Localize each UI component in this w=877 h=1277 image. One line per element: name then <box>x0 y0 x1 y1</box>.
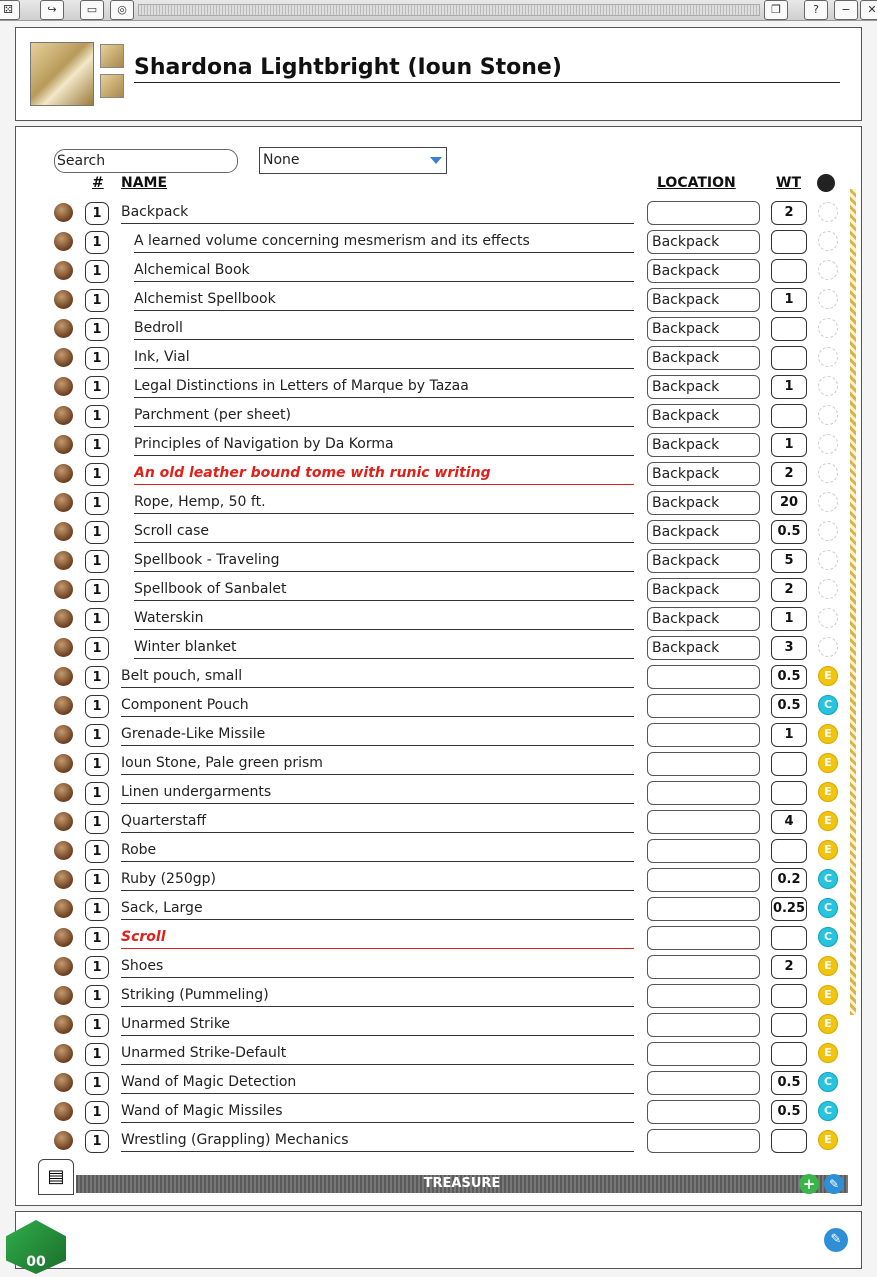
item-name[interactable]: Ruby (250gp) <box>121 868 634 891</box>
carried-state-icon[interactable] <box>818 492 838 512</box>
item-link-icon[interactable] <box>54 261 73 280</box>
item-weight[interactable]: 1 <box>771 433 807 457</box>
window-toolbar <box>0 0 877 21</box>
item-location[interactable]: Backpack <box>647 346 760 370</box>
item-weight[interactable]: 1 <box>771 288 807 312</box>
carried-state-icon[interactable] <box>818 637 838 657</box>
item-quantity[interactable]: 1 <box>85 1072 109 1095</box>
item-name[interactable]: Alchemical Book <box>134 259 634 282</box>
item-quantity[interactable]: 1 <box>85 202 109 225</box>
item-quantity[interactable]: 1 <box>85 695 109 718</box>
item-quantity[interactable]: 1 <box>85 811 109 834</box>
inventory-row <box>16 1069 846 1098</box>
item-weight[interactable]: 20 <box>771 491 807 515</box>
item-location[interactable]: Backpack <box>647 433 760 457</box>
item-quantity[interactable]: 1 <box>85 521 109 544</box>
inventory-row <box>16 518 846 547</box>
inventory-row <box>16 924 846 953</box>
item-quantity[interactable]: 1 <box>85 434 109 457</box>
close-icon[interactable]: ✕ <box>860 0 877 20</box>
item-weight[interactable]: 0.25 <box>771 897 807 921</box>
item-weight[interactable]: 3 <box>771 636 807 660</box>
item-location[interactable]: Backpack <box>647 462 760 486</box>
item-link-icon[interactable] <box>54 1015 73 1034</box>
item-location[interactable]: Backpack <box>647 578 760 602</box>
item-weight[interactable] <box>771 926 807 950</box>
item-location[interactable]: Backpack <box>647 520 760 544</box>
item-weight[interactable]: 2 <box>771 462 807 486</box>
item-location[interactable] <box>647 984 760 1008</box>
item-link-icon[interactable] <box>54 957 73 976</box>
item-location[interactable]: Backpack <box>647 607 760 631</box>
carried-state-icon[interactable] <box>818 231 838 251</box>
item-location[interactable]: Backpack <box>647 375 760 399</box>
item-quantity[interactable]: 1 <box>85 1101 109 1124</box>
inventory-row <box>16 895 846 924</box>
add-item-icon[interactable]: + <box>799 1174 819 1194</box>
item-weight[interactable]: 1 <box>771 723 807 747</box>
item-weight[interactable]: 1 <box>771 375 807 399</box>
item-link-icon[interactable] <box>54 986 73 1005</box>
character-header <box>15 27 862 121</box>
item-name[interactable]: Bedroll <box>134 317 634 340</box>
inventory-row <box>16 1098 846 1127</box>
item-weight[interactable]: 0.2 <box>771 868 807 892</box>
inventory-row <box>16 808 846 837</box>
item-quantity[interactable]: 1 <box>85 260 109 283</box>
item-name[interactable]: Spellbook - Traveling <box>134 549 634 572</box>
carried-state-icon[interactable]: E <box>818 1014 838 1034</box>
item-weight[interactable]: 4 <box>771 810 807 834</box>
item-weight[interactable] <box>771 1042 807 1066</box>
item-location[interactable]: Backpack <box>647 636 760 660</box>
item-name[interactable]: A learned volume concerning mesmerism and its effects <box>134 230 634 253</box>
item-weight[interactable] <box>771 752 807 776</box>
item-quantity[interactable]: 1 <box>85 666 109 689</box>
item-name[interactable]: Alchemist Spellbook <box>134 288 634 311</box>
inventory-row <box>16 489 846 518</box>
inventory-row <box>16 286 846 315</box>
inventory-panel <box>15 126 862 1206</box>
item-location[interactable] <box>647 1042 760 1066</box>
inventory-row <box>16 257 846 286</box>
item-quantity[interactable]: 1 <box>85 753 109 776</box>
carried-state-icon[interactable] <box>818 289 838 309</box>
inventory-row <box>16 199 846 228</box>
inventory-row <box>16 1127 846 1156</box>
inventory-row <box>16 576 846 605</box>
filter-dropdown[interactable] <box>259 147 447 174</box>
item-name[interactable]: Winter blanket <box>134 636 634 659</box>
item-link-icon[interactable] <box>54 783 73 802</box>
inventory-row <box>16 460 846 489</box>
item-weight[interactable]: 1 <box>771 607 807 631</box>
item-quantity[interactable]: 1 <box>85 927 109 950</box>
item-location[interactable] <box>647 839 760 863</box>
inventory-row <box>16 779 846 808</box>
toolbar-drag-strip[interactable] <box>138 4 760 16</box>
item-location[interactable]: Backpack <box>647 404 760 428</box>
edit-icon[interactable]: ✎ <box>824 1228 848 1252</box>
item-link-icon[interactable] <box>54 580 73 599</box>
column-header-location: LOCATION <box>657 175 736 191</box>
item-weight[interactable] <box>771 230 807 254</box>
item-location[interactable] <box>647 955 760 979</box>
inventory-row <box>16 866 846 895</box>
filter-dropdown-value: None <box>263 152 300 168</box>
item-name[interactable]: Striking (Pummeling) <box>121 984 634 1007</box>
item-location[interactable]: Backpack <box>647 317 760 341</box>
carried-state-icon[interactable]: E <box>818 1043 838 1063</box>
item-link-icon[interactable] <box>54 290 73 309</box>
item-link-icon[interactable] <box>54 203 73 222</box>
item-link-icon[interactable] <box>54 406 73 425</box>
item-link-icon[interactable] <box>54 1044 73 1063</box>
item-weight[interactable]: 2 <box>771 955 807 979</box>
item-name[interactable]: Quarterstaff <box>121 810 634 833</box>
item-quantity[interactable]: 1 <box>85 869 109 892</box>
item-name[interactable]: Robe <box>121 839 634 862</box>
inventory-row <box>16 228 846 257</box>
inventory-row <box>16 721 846 750</box>
item-link-icon[interactable] <box>54 377 73 396</box>
inventory-row <box>16 402 846 431</box>
item-location[interactable] <box>647 1100 760 1124</box>
item-link-icon[interactable] <box>54 464 73 483</box>
character-name[interactable]: Shardona Lightbright (Ioun Stone) <box>134 54 840 83</box>
item-location[interactable] <box>647 897 760 921</box>
item-name[interactable]: Shoes <box>121 955 634 978</box>
item-link-icon[interactable] <box>54 493 73 512</box>
item-quantity[interactable]: 1 <box>85 550 109 573</box>
token-icon[interactable] <box>100 74 124 98</box>
tab-treasure[interactable]: TREASURE <box>76 1175 848 1193</box>
item-weight[interactable]: 0.5 <box>771 1071 807 1095</box>
column-header-weight: WT <box>776 175 801 191</box>
column-header-qty: # <box>92 175 104 191</box>
item-name[interactable]: Linen undergarments <box>121 781 634 804</box>
item-link-icon[interactable] <box>54 551 73 570</box>
item-quantity[interactable]: 1 <box>85 898 109 921</box>
item-weight[interactable]: 2 <box>771 578 807 602</box>
item-quantity[interactable]: 1 <box>85 347 109 370</box>
inventory-row <box>16 431 846 460</box>
item-name[interactable]: Waterskin <box>134 607 634 630</box>
carried-state-icon[interactable]: C <box>818 869 838 889</box>
item-name[interactable]: Grenade-Like Missile <box>121 723 634 746</box>
item-quantity[interactable]: 1 <box>85 492 109 515</box>
item-location[interactable]: Backpack <box>647 230 760 254</box>
item-link-icon[interactable] <box>54 232 73 251</box>
inventory-row <box>16 837 846 866</box>
carried-state-icon[interactable] <box>818 579 838 599</box>
item-weight[interactable]: 5 <box>771 549 807 573</box>
carried-state-icon[interactable] <box>818 347 838 367</box>
item-link-icon[interactable] <box>54 899 73 918</box>
item-location[interactable]: Backpack <box>647 491 760 515</box>
item-quantity[interactable]: 1 <box>85 608 109 631</box>
carried-state-icon[interactable]: C <box>818 1101 838 1121</box>
item-weight[interactable] <box>771 781 807 805</box>
item-quantity[interactable]: 1 <box>85 376 109 399</box>
item-quantity[interactable]: 1 <box>85 231 109 254</box>
item-weight[interactable]: 0.5 <box>771 694 807 718</box>
inventory-row <box>16 1011 846 1040</box>
item-location[interactable]: Backpack <box>647 259 760 283</box>
item-quantity[interactable]: 1 <box>85 956 109 979</box>
dice-tower[interactable] <box>0 1218 72 1276</box>
carried-state-icon[interactable] <box>818 550 838 570</box>
item-location[interactable] <box>647 926 760 950</box>
inventory-row <box>16 1040 846 1069</box>
item-name[interactable]: Principles of Navigation by Da Korma <box>134 433 634 456</box>
item-name[interactable]: Wrestling (Grappling) Mechanics <box>121 1129 634 1152</box>
item-link-icon[interactable] <box>54 348 73 367</box>
edit-list-icon[interactable]: ✎ <box>824 1174 844 1194</box>
inventory-row <box>16 750 846 779</box>
item-location[interactable]: Backpack <box>647 288 760 312</box>
inventory-row <box>16 315 846 344</box>
item-quantity[interactable]: 1 <box>85 985 109 1008</box>
carried-state-icon[interactable]: E <box>818 985 838 1005</box>
item-location[interactable] <box>647 1129 760 1153</box>
inventory-row <box>16 953 846 982</box>
inventory-row <box>16 634 846 663</box>
carried-state-icon[interactable] <box>818 260 838 280</box>
carried-state-icon[interactable] <box>818 376 838 396</box>
help-icon[interactable]: ? <box>804 0 828 20</box>
item-name[interactable]: Backpack <box>121 201 634 224</box>
inventory-row <box>16 344 846 373</box>
item-quantity[interactable]: 1 <box>85 463 109 486</box>
carried-state-icon[interactable]: C <box>818 927 838 947</box>
item-quantity[interactable]: 1 <box>85 318 109 341</box>
item-location[interactable] <box>647 694 760 718</box>
item-quantity[interactable]: 1 <box>85 579 109 602</box>
item-location[interactable] <box>647 781 760 805</box>
item-link-icon[interactable] <box>54 522 73 541</box>
item-name[interactable]: Component Pouch <box>121 694 634 717</box>
treasure-chest-icon[interactable]: ▤ <box>38 1159 74 1195</box>
item-weight[interactable] <box>771 1129 807 1153</box>
inventory-row <box>16 692 846 721</box>
item-weight[interactable] <box>771 404 807 428</box>
item-name[interactable]: Unarmed Strike-Default <box>121 1042 634 1065</box>
item-weight[interactable]: 0.5 <box>771 665 807 689</box>
item-name[interactable]: Ioun Stone, Pale green prism <box>121 752 634 775</box>
item-name[interactable]: Sack, Large <box>121 897 634 920</box>
item-weight[interactable] <box>771 1013 807 1037</box>
item-quantity[interactable]: 1 <box>85 1130 109 1153</box>
item-weight[interactable] <box>771 839 807 863</box>
item-name[interactable]: Ink, Vial <box>134 346 634 369</box>
item-name[interactable]: Wand of Magic Missiles <box>121 1100 634 1123</box>
search-input[interactable]: Search <box>54 149 238 173</box>
item-weight[interactable] <box>771 317 807 341</box>
item-link-icon[interactable] <box>54 841 73 860</box>
item-weight[interactable] <box>771 346 807 370</box>
inventory-row <box>16 547 846 576</box>
item-weight[interactable]: 0.5 <box>771 520 807 544</box>
item-weight[interactable]: 0.5 <box>771 1100 807 1124</box>
item-weight[interactable] <box>771 259 807 283</box>
item-location[interactable] <box>647 201 760 225</box>
item-name[interactable]: Spellbook of Sanbalet <box>134 578 634 601</box>
item-link-icon[interactable] <box>54 754 73 773</box>
carried-state-icon[interactable]: E <box>818 782 838 802</box>
item-link-icon[interactable] <box>54 725 73 744</box>
item-link-icon[interactable] <box>54 870 73 889</box>
item-quantity[interactable]: 1 <box>85 637 109 660</box>
item-name[interactable]: Scroll <box>121 926 634 949</box>
dice-icon[interactable]: ⚄ <box>0 0 20 20</box>
carried-state-icon[interactable]: E <box>818 753 838 773</box>
carried-header-icon[interactable] <box>817 174 835 192</box>
carried-state-icon[interactable] <box>818 463 838 483</box>
carried-state-icon[interactable] <box>818 405 838 425</box>
inventory-row <box>16 982 846 1011</box>
chat-icon[interactable]: ▭ <box>80 0 104 20</box>
carried-state-icon[interactable] <box>818 608 838 628</box>
carried-state-icon[interactable] <box>818 318 838 338</box>
inventory-row <box>16 373 846 402</box>
item-name[interactable]: Wand of Magic Detection <box>121 1071 634 1094</box>
item-link-icon[interactable] <box>54 696 73 715</box>
item-link-icon[interactable] <box>54 319 73 338</box>
item-name[interactable]: Rope, Hemp, 50 ft. <box>134 491 634 514</box>
item-location[interactable] <box>647 723 760 747</box>
item-location[interactable] <box>647 665 760 689</box>
minimize-icon[interactable]: − <box>834 0 858 20</box>
dice-result: 00 <box>26 1254 46 1270</box>
item-location[interactable] <box>647 868 760 892</box>
character-portrait[interactable] <box>30 42 94 106</box>
scrollbar[interactable] <box>850 189 856 1015</box>
item-link-icon[interactable] <box>54 638 73 657</box>
carried-state-icon[interactable] <box>818 202 838 222</box>
item-link-icon[interactable] <box>54 812 73 831</box>
carried-state-icon[interactable]: C <box>818 898 838 918</box>
chevron-down-icon <box>430 157 442 164</box>
item-link-icon[interactable] <box>54 928 73 947</box>
item-name[interactable]: An old leather bound tome with runic writing <box>134 462 634 485</box>
item-quantity[interactable]: 1 <box>85 782 109 805</box>
item-quantity[interactable]: 1 <box>85 840 109 863</box>
carried-state-icon[interactable]: E <box>818 840 838 860</box>
carried-state-icon[interactable]: E <box>818 724 838 744</box>
item-quantity[interactable]: 1 <box>85 1014 109 1037</box>
carried-state-icon[interactable]: E <box>818 956 838 976</box>
item-location[interactable] <box>647 810 760 834</box>
item-location[interactable] <box>647 1013 760 1037</box>
item-name[interactable]: Parchment (per sheet) <box>134 404 634 427</box>
item-weight[interactable] <box>771 984 807 1008</box>
item-link-icon[interactable] <box>54 609 73 628</box>
exit-icon[interactable]: ↪ <box>40 0 64 20</box>
item-weight[interactable]: 2 <box>771 201 807 225</box>
item-link-icon[interactable] <box>54 667 73 686</box>
item-name[interactable]: Legal Distinctions in Letters of Marque by Tazaa <box>134 375 634 398</box>
item-link-icon[interactable] <box>54 1131 73 1150</box>
item-location[interactable] <box>647 1071 760 1095</box>
inventory-row <box>16 663 846 692</box>
carried-state-icon[interactable]: C <box>818 1072 838 1092</box>
target-icon[interactable]: ◎ <box>110 0 134 20</box>
item-name[interactable]: Belt pouch, small <box>121 665 634 688</box>
token-icon[interactable] <box>100 44 124 68</box>
column-header-name: NAME <box>121 175 168 191</box>
window-footer <box>15 1211 862 1269</box>
item-link-icon[interactable] <box>54 1102 73 1121</box>
carried-state-icon[interactable] <box>818 434 838 454</box>
carried-state-icon[interactable]: E <box>818 811 838 831</box>
item-link-icon[interactable] <box>54 435 73 454</box>
item-name[interactable]: Unarmed Strike <box>121 1013 634 1036</box>
carried-state-icon[interactable]: E <box>818 1130 838 1150</box>
item-link-icon[interactable] <box>54 1073 73 1092</box>
item-name[interactable]: Scroll case <box>134 520 634 543</box>
carried-state-icon[interactable]: C <box>818 695 838 715</box>
item-quantity[interactable]: 1 <box>85 724 109 747</box>
carried-state-icon[interactable]: E <box>818 666 838 686</box>
item-location[interactable] <box>647 752 760 776</box>
item-location[interactable]: Backpack <box>647 549 760 573</box>
copy-icon[interactable]: ❐ <box>764 0 788 20</box>
inventory-row <box>16 605 846 634</box>
item-quantity[interactable]: 1 <box>85 405 109 428</box>
carried-state-icon[interactable] <box>818 521 838 541</box>
item-quantity[interactable]: 1 <box>85 1043 109 1066</box>
item-quantity[interactable]: 1 <box>85 289 109 312</box>
